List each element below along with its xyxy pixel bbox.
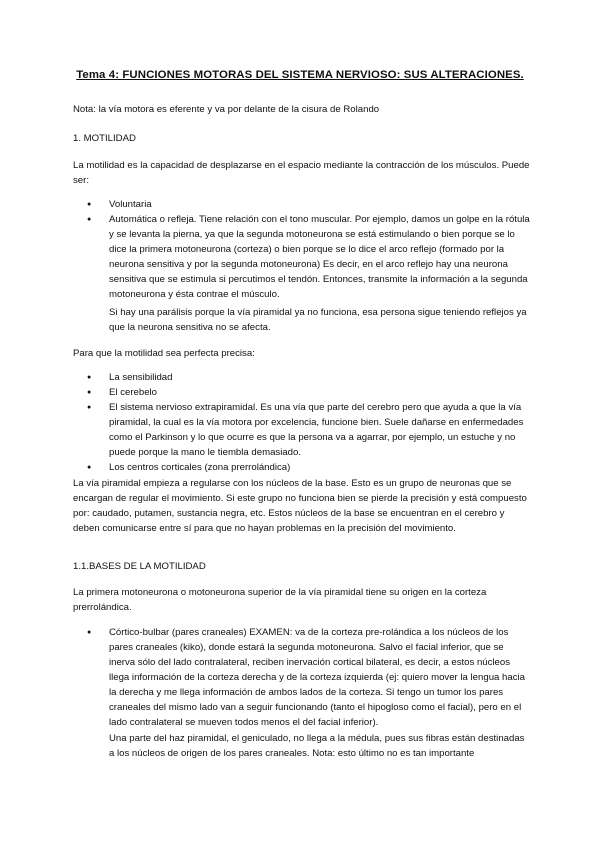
list-item: ● Automática o refleja. Tiene relación con el tono muscular. Por ejemplo, damos un golpe en la rótula y se levanta la pierna, ya que la segunda motoneurona se está estimulando o bien porque se lo dice la primera motoneurona (corteza) o bien porque se lo dice el arco reflejo (formado por la neurona sensitiva y por la segunda motoneurona) Es decir, en el arco reflejo hay una neurona sensitiva que se estimula si percutimos el tendón. Entonces, transmite la información a la segunda motoneurona y ésta contrae el músculo.	[87, 212, 531, 302]
geniculate-note: Una parte del haz piramidal, el geniculado, no llega a la médula, pues sus fibras están destinadas a los núcleos de origen de los pares craneales. Nota: esto último no es tan importante	[109, 733, 525, 759]
bases-list	[87, 625, 531, 730]
list-item: ● Los centros corticales (zona prerrolándica)	[87, 460, 531, 475]
requirements-intro: Para que la motilidad sea perfecta precisa:	[73, 348, 255, 359]
motor-pathway-note: Nota: la vía motora es eferente y va por delante de la cisura de Rolando	[73, 104, 380, 115]
section-heading-bases: 1.1.BASES DE LA MOTILIDAD	[73, 561, 206, 572]
document-title	[0, 69, 600, 81]
motilidad-types-list	[87, 197, 531, 302]
motilidad-intro: La motilidad es la capacidad de desplazarse en el espacio mediante la contracción de los músculos. Puede ser:	[73, 160, 530, 186]
list-item: ● El sistema nervioso extrapiramidal. Es una vía que parte del cerebro pero que ayuda a que la vía piramidal, la cual es la vía motora por excelencia, funcione bien. Suele dañarse en enfermedades como el Parkinson y lo que ocurre es que la persona va a agarrar, por ejemplo, un estuche y no puede porque la mano le tiembla demasiado.	[87, 400, 531, 460]
requirements-list	[87, 370, 531, 475]
reflex-note: Si hay una parálisis porque la vía piramidal ya no funciona, esa persona sigue teniendo reflejos ya que la neurona sensitiva no se afecta.	[109, 307, 527, 333]
basal-ganglia-paragraph: La vía piramidal empieza a regularse con los núcleos de la base. Esto es un grupo de neuronas que se encargan de regular el movimiento. Si este grupo no funciona bien se pierde la precisión y está compuesto por: caudado, putamen, sustancia negra, etc. Estos núcleos de la base se encuentran en el cerebro y deben comunicarse entre sí para que no hayan problemas en la precisión del movimiento.	[73, 478, 527, 534]
list-item: ● Córtico-bulbar (pares craneales) EXAMEN: va de la corteza pre-rolándica a los núcleos de los pares craneales (kiko), donde estará la segunda motoneurona. Salvo el facial inferior, que se inerva sólo del lado contralateral, reciben inervación cortical bilateral, es decir, a estos núcleos llega información de la corteza derecha y de la corteza izquierda (ej: quiero mover la lengua hacia la derecha y me llega información de ambos lados de la corteza. Si tengo un tumor los pares craneales del mismo lado van a seguir funcionando (tanto el hipogloso como el facial), pero en el lado contralateral se mueven todos menos el del facial inferior).	[87, 625, 531, 730]
bases-intro: La primera motoneurona o motoneurona superior de la vía piramidal tiene su origen en la corteza prerrolándica.	[73, 587, 487, 613]
list-item: ● La sensibilidad	[87, 370, 531, 385]
list-item: ● El cerebelo	[87, 385, 531, 400]
section-heading-motilidad: 1. MOTILIDAD	[73, 133, 136, 144]
document-title-text: Tema 4: FUNCIONES MOTORAS DEL SISTEMA NERVIOSO: SUS ALTERACIONES.	[76, 69, 524, 81]
list-item: ● Voluntaria	[87, 197, 531, 212]
